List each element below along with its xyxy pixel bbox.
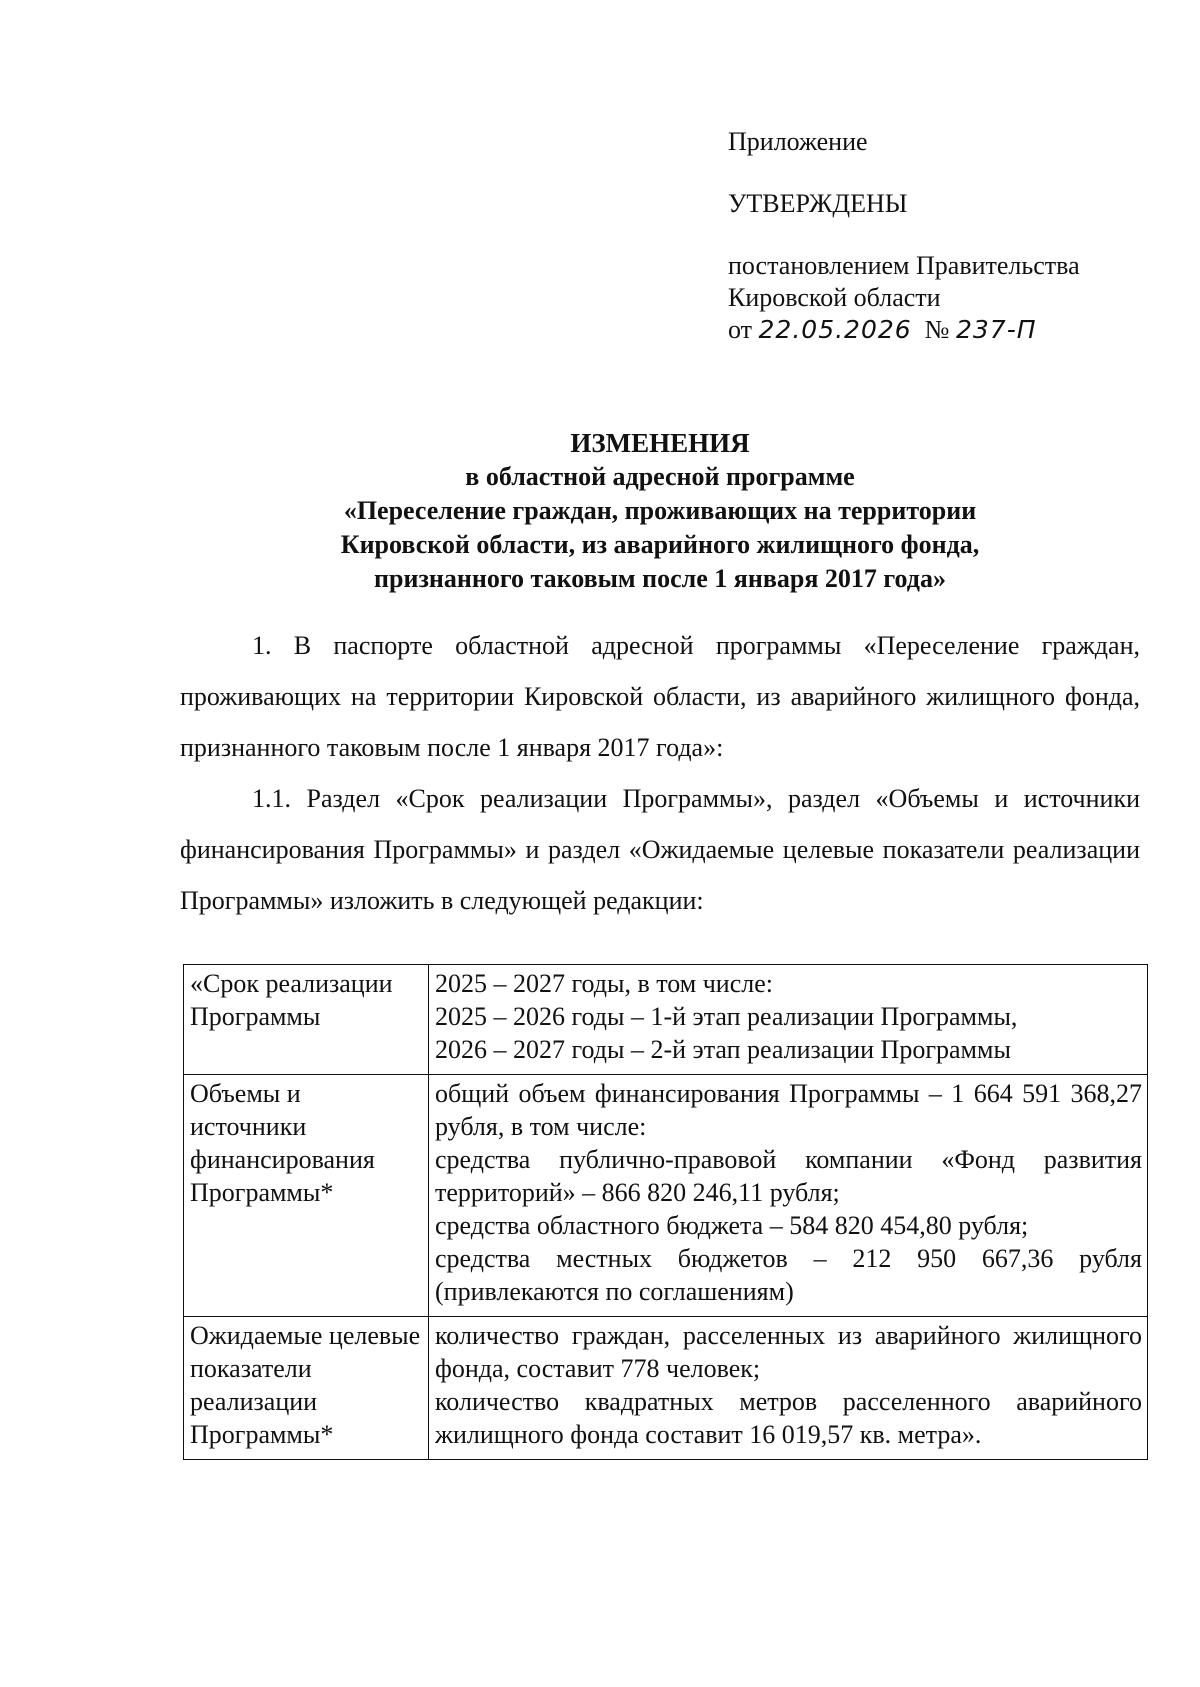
row-value bbox=[429, 1075, 1148, 1317]
title-main: ИЗМЕНЕНИЯ bbox=[570, 428, 750, 458]
value-line: 2025 – 2026 годы – 1-й этап реализации Программы, bbox=[435, 1002, 1018, 1031]
value-line: средства публично-правовой компании «Фонд развития территорий» – 866 820 246,11 рубля; bbox=[435, 1145, 1142, 1207]
title-line-5: признанного таковым после 1 января 2017 года» bbox=[374, 564, 946, 593]
value-line: 2026 – 2027 годы – 2-й этап реализации Программы bbox=[435, 1035, 1011, 1064]
paragraph-1: 1. В паспорте областной адресной программы «Переселение граждан, проживающих на территории Кировской области, из аварийного жилищного фонда, признанного таковым после 1 января 2017 года»: bbox=[180, 631, 1140, 762]
row-value bbox=[429, 1317, 1148, 1460]
approved-by-line2: Кировской области bbox=[728, 283, 941, 312]
value-line: количество граждан, расселенных из аварийного жилищного фонда, составит 778 человек; bbox=[435, 1321, 1142, 1383]
table-row bbox=[184, 1075, 1148, 1317]
approval-date-number bbox=[728, 314, 1080, 346]
value-line: средства областного бюджета – 584 820 454,80 рубля; bbox=[435, 1211, 1029, 1240]
approved-label: УТВЕРЖДЕНЫ bbox=[728, 189, 908, 218]
value-line: количество квадратных метров расселенного аварийного жилищного фонда составит 16 019,57 кв. метра». bbox=[435, 1387, 1142, 1449]
table-row bbox=[184, 1317, 1148, 1460]
paragraph-1-1: 1.1. Раздел «Срок реализации Программы», раздел «Объемы и источники финансирования Программы» и раздел «Ожидаемые целевые показатели реализации Программы» изложить в следующей редакции: bbox=[180, 784, 1140, 915]
appendix-label: Приложение bbox=[728, 127, 868, 156]
document-title bbox=[180, 426, 1140, 596]
title-line-3: «Переселение граждан, проживающих на территории bbox=[343, 496, 977, 525]
body-text bbox=[180, 620, 1140, 926]
approval-block bbox=[728, 126, 1080, 346]
number-prefix: № bbox=[924, 315, 950, 344]
value-line: средства местных бюджетов – 212 950 667,36 рубля (привлекаются по соглашениям) bbox=[435, 1244, 1142, 1306]
passport-table bbox=[183, 964, 1148, 1460]
row-label: Объемы и источники финансирования Программы* bbox=[184, 1075, 429, 1317]
title-line-4: Кировской области, из аварийного жилищного фонда, bbox=[340, 530, 980, 559]
handwritten-number: 237-П bbox=[955, 315, 1037, 344]
handwritten-date: 22.05.2026 bbox=[758, 315, 912, 344]
row-value bbox=[429, 965, 1148, 1075]
value-line: 2025 – 2027 годы, в том числе: bbox=[435, 969, 773, 998]
row-label: «Срок реализации Программы bbox=[184, 965, 429, 1075]
value-line: общий объем финансирования Программы – 1 664 591 368,27 рубля, в том числе: bbox=[435, 1079, 1142, 1141]
table-row bbox=[184, 965, 1148, 1075]
title-line-2: в областной адресной программе bbox=[465, 462, 855, 491]
from-prefix: от bbox=[728, 315, 753, 344]
approved-by-line1: постановлением Правительства bbox=[728, 251, 1080, 280]
row-label: Ожидаемые целевые показатели реализации Программы* bbox=[184, 1317, 429, 1460]
